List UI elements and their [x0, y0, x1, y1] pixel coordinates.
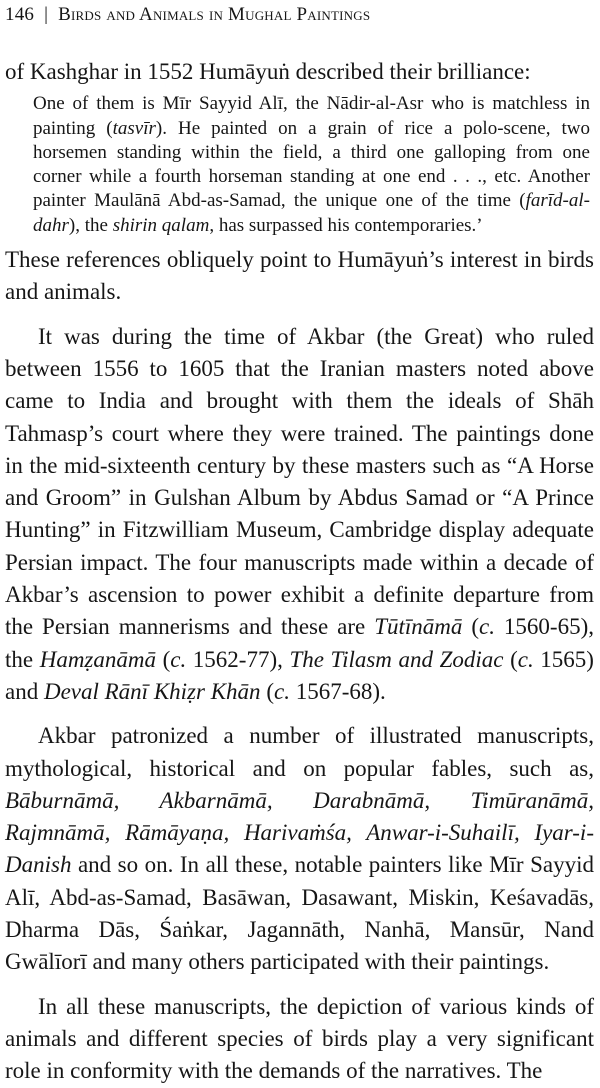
quote-term-farid: farīd-al-dahr	[33, 190, 590, 236]
manuscript-title: Tūtīnāmā	[374, 614, 463, 640]
paragraph-manuscripts: In all these manuscripts, the depiction of various kinds of animals and different species of birds play a very significant role in conformity with the demands of the narratives. The	[5, 993, 594, 1084]
paragraph-text: 1567-68).	[289, 678, 386, 704]
header-separator: |	[44, 4, 49, 25]
paragraph-text: (	[260, 678, 274, 704]
quote-text-4: , has surpassed his contemporaries.’	[209, 214, 483, 236]
paragraph-text: (	[462, 614, 479, 640]
paragraph-text: and so on. In all these, notable painters like Mīr Sayyid Alī, Abd-as-Samad, Basāwan, Dasawant, Miskin, Keśavadās, Dharma Dās, Śaṅkar, Jagannāth, Nanhā, Mansūr, Nand Gwālīorī and many others participated with their paintings.	[5, 852, 594, 975]
paragraph-humayun: These references obliquely point to Humāyuṅ’s interest in birds and animals.	[5, 247, 594, 305]
block-quote	[33, 92, 590, 238]
paragraph-patronage	[5, 720, 594, 978]
manuscript-title: Deval Rānī Khiẓr Khān	[43, 678, 261, 704]
manuscript-title: Hamẓanāmā	[39, 646, 156, 672]
body-text	[5, 56, 594, 1088]
paragraph-text: 1560-65), the	[5, 614, 594, 672]
circa-abbrev: c.	[479, 614, 495, 640]
circa-abbrev: c.	[170, 646, 187, 672]
page-number: 146	[5, 4, 35, 25]
quote-term-tasvir: tasvīr	[112, 117, 156, 139]
paragraph-text: 1562-77),	[186, 646, 290, 672]
quote-text-3: ), the	[68, 214, 113, 236]
manuscript-list: Bāburnāmā, Akbarnāmā, Darabnāmā, Timūranāmā, Rajmnāmā, Rāmāyaṇa, Harivaṁśa, Anwar-i-Suhailī, Iyar-i-Danish	[5, 787, 594, 878]
running-head	[5, 3, 594, 27]
circa-abbrev: c.	[517, 646, 534, 672]
manuscript-title: The Tilasm and Zodiac	[289, 646, 504, 672]
lead-in-line: of Kashghar in 1552 Humāyuṅ described their brilliance:	[5, 59, 531, 84]
book-title: Birds and Animals in Mughal Paintings	[58, 4, 371, 25]
paragraph-text: It was during the time of Akbar (the Great) who ruled between 1556 to 1605 that the Iranian masters noted above came to India and brought with them the ideals of Shāh Tahmasp’s court where they were trained. The paintings done in the mid-sixteenth century by these masters such as “A Horse and Groom” in Gulshan Album by Abdus Samad or “A Prince Hunting” in Fitzwilliam Museum, Cambridge display adequate Persian impact. The four manuscripts made within a decade of Akbar’s ascension to power exhibit a definite departure from the Persian mannerisms and these are	[5, 323, 594, 640]
paragraph-text: (	[503, 646, 518, 672]
quote-text-1: One of them is Mīr Sayyid Alī, the Nādir-al-Asr who is matchless in painting (	[33, 93, 590, 139]
paragraph-text: (	[155, 646, 171, 672]
paragraph-text: Akbar patronized a number of illustrated manuscripts, mythological, historical and on popular fables, such as,	[5, 723, 594, 781]
quote-term-shirin: shirin qalam	[112, 214, 210, 236]
quote-text-2: ). He painted on a grain of rice a polo-scene, two horsemen standing within the field, a third one galloping from one corner while a fourth horseman standing at one end . . ., etc. Another painter Maulānā Abd-as-Samad, the unique one of the time (	[33, 117, 590, 212]
paragraph-text: 1565) and	[5, 646, 594, 704]
circa-abbrev: c.	[273, 678, 290, 704]
paragraph-akbar-era	[5, 321, 594, 709]
